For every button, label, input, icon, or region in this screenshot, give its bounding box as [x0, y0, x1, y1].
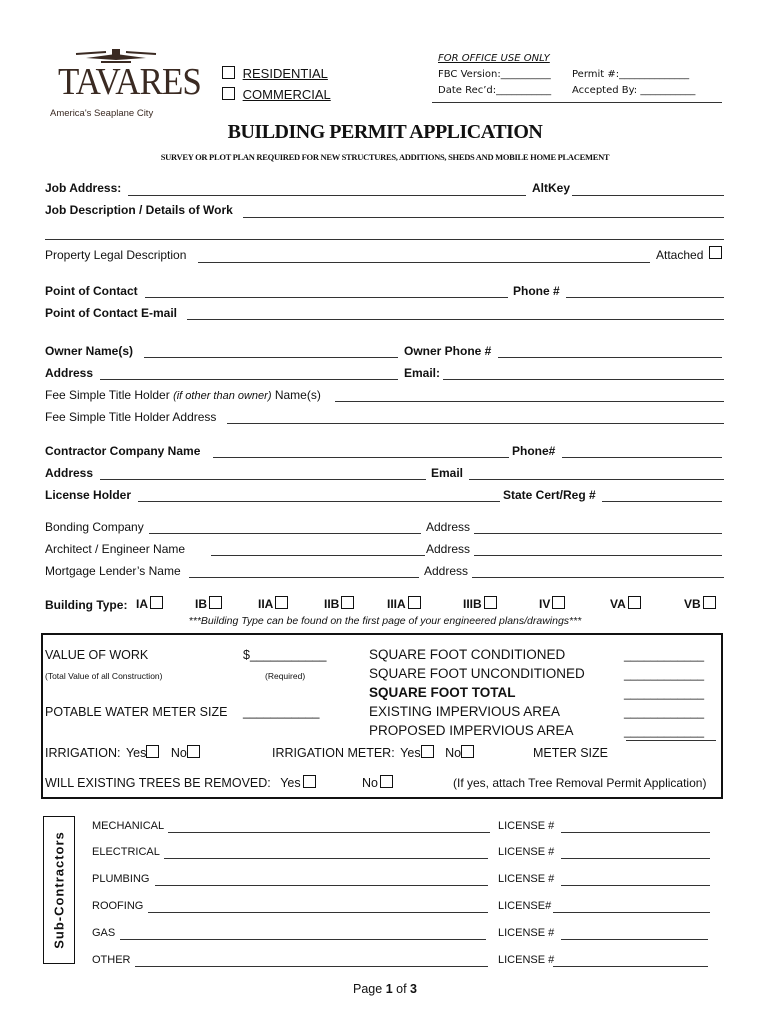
- trees-yes-checkbox[interactable]: [303, 775, 316, 788]
- accepted-by-field[interactable]: Accepted By: ___________: [572, 85, 696, 96]
- building-type-iv[interactable]: IV: [539, 596, 565, 611]
- logo-tagline: America's Seaplane City: [50, 108, 154, 119]
- contractor-address-input[interactable]: [100, 479, 426, 480]
- ia-checkbox[interactable]: [150, 596, 163, 609]
- subcontractor-trade-plumbing: PLUMBING: [92, 873, 150, 885]
- total-value-note: (Total Value of all Construction): [45, 671, 163, 681]
- gas-license-label: LICENSE #: [498, 927, 555, 939]
- sq-unconditioned-input[interactable]: ____________: [624, 667, 705, 681]
- contractor-phone-input[interactable]: [562, 457, 722, 458]
- subcontractor-trade-gas: GAS: [92, 927, 116, 939]
- value-of-work-input[interactable]: $___________: [243, 648, 327, 662]
- mechanical-input[interactable]: [168, 832, 490, 833]
- residential-checkbox[interactable]: [222, 66, 235, 79]
- office-use-title: FOR OFFICE USE ONLY: [438, 53, 550, 64]
- owner-phone-label: Owner Phone #: [404, 344, 492, 358]
- sq-conditioned-label: SQUARE FOOT CONDITIONED: [369, 647, 566, 662]
- irrigation-meter-no-checkbox[interactable]: [461, 745, 474, 758]
- iia-checkbox[interactable]: [275, 596, 288, 609]
- point-of-contact-input[interactable]: [145, 297, 508, 298]
- irrigation-no-checkbox[interactable]: [187, 745, 200, 758]
- building-type-ia[interactable]: IA: [136, 596, 163, 611]
- sq-unconditioned-label: SQUARE FOOT UNCONDITIONED: [369, 666, 585, 681]
- plumbing-license-label: LICENSE #: [498, 873, 555, 885]
- page-title: BUILDING PERMIT APPLICATION: [227, 121, 543, 143]
- building-type-iia[interactable]: IIA: [258, 596, 288, 611]
- trees-no-checkbox[interactable]: [380, 775, 393, 788]
- required-note: (Required): [265, 671, 306, 681]
- bonding-company-label: Bonding Company: [45, 520, 144, 534]
- tree-removal-note: (If yes, attach Tree Removal Permit Application): [453, 776, 707, 790]
- architect-address-label: Address: [426, 542, 471, 556]
- office-use-box: [432, 48, 722, 104]
- trees-no-option[interactable]: No: [362, 775, 393, 790]
- job-address-label: Job Address:: [45, 181, 122, 195]
- electrical-license-input[interactable]: [561, 858, 710, 859]
- attached-label: Attached: [656, 248, 704, 262]
- mechanical-license-label: LICENSE #: [498, 820, 555, 832]
- gas-input[interactable]: [120, 939, 486, 940]
- building-type-iib[interactable]: IIB: [324, 596, 354, 611]
- mortgage-lender-input[interactable]: [189, 577, 419, 578]
- owner-phone-input[interactable]: [498, 357, 722, 358]
- contact-phone-label: Phone #: [513, 284, 560, 298]
- ib-checkbox[interactable]: [209, 596, 222, 609]
- sq-conditioned-input[interactable]: ____________: [624, 648, 705, 662]
- subcontractors-side-label: Sub-Contractors: [51, 831, 67, 949]
- legal-description-label: Property Legal Description: [45, 248, 187, 262]
- license-holder-input[interactable]: [138, 501, 500, 502]
- commercial-label: COMMERCIAL: [242, 87, 331, 102]
- mechanical-license-input[interactable]: [561, 832, 710, 833]
- building-type-vb[interactable]: VB: [684, 596, 716, 611]
- license-holder-label: License Holder: [45, 488, 132, 502]
- contractor-address-label: Address: [45, 466, 94, 480]
- sq-total-input[interactable]: ____________: [624, 686, 705, 700]
- page-number: Page 1 of 3: [353, 982, 417, 996]
- contractor-phone-label: Phone#: [512, 444, 556, 458]
- bonding-company-input[interactable]: [149, 533, 421, 534]
- legal-description-input[interactable]: [198, 262, 650, 263]
- permit-number-field[interactable]: Permit #:______________: [572, 69, 690, 80]
- irrigation-row: IRRIGATION: Yes No: [45, 745, 200, 760]
- contact-phone-input[interactable]: [566, 297, 724, 298]
- fee-holder-input[interactable]: [335, 401, 724, 402]
- other-license-input[interactable]: [553, 966, 708, 967]
- architect-label: Architect / Engineer Name: [45, 542, 186, 556]
- bonding-address-label: Address: [426, 520, 471, 534]
- meter-size-input[interactable]: [626, 740, 716, 741]
- date-received-field[interactable]: Date Rec’d:___________: [438, 85, 552, 96]
- job-address-input[interactable]: [128, 195, 526, 196]
- mortgage-address-input[interactable]: [472, 577, 724, 578]
- contact-email-label: Point of Contact E-mail: [45, 306, 177, 320]
- vb-checkbox[interactable]: [703, 596, 716, 609]
- fee-holder-label: Fee Simple Title Holder (if other than owner) Name(s): [45, 388, 321, 402]
- contractor-email-label: Email: [431, 466, 464, 480]
- sq-total-label: SQUARE FOOT TOTAL: [369, 685, 516, 700]
- contact-email-input[interactable]: [187, 319, 724, 320]
- iiib-checkbox[interactable]: [484, 596, 497, 609]
- attached-checkbox[interactable]: [709, 246, 722, 259]
- contractor-company-label: Contractor Company Name: [45, 444, 201, 458]
- state-cert-input[interactable]: [602, 501, 722, 502]
- existing-impervious-label: EXISTING IMPERVIOUS AREA: [369, 704, 561, 719]
- electrical-license-label: LICENSE #: [498, 846, 555, 858]
- owner-email-input[interactable]: [443, 379, 724, 380]
- logo-wordmark: TAVARES: [58, 61, 201, 103]
- building-type-va[interactable]: VA: [610, 596, 641, 611]
- owner-email-label: Email:: [404, 366, 441, 380]
- residential-option[interactable]: [222, 66, 328, 81]
- architect-input[interactable]: [211, 555, 425, 556]
- mortgage-address-label: Address: [424, 564, 469, 578]
- roofing-input[interactable]: [148, 912, 488, 913]
- page-subtitle: SURVEY OR PLOT PLAN REQUIRED FOR NEW STRUCTURES, ADDITIONS, SHEDS AND MOBILE HOME PLACEMENT: [160, 152, 610, 162]
- commercial-option[interactable]: [222, 87, 331, 102]
- meter-size-label: METER SIZE: [533, 746, 609, 760]
- owner-names-input[interactable]: [144, 357, 398, 358]
- irrigation-meter-yes-checkbox[interactable]: [421, 745, 434, 758]
- other-license-label: LICENSE #: [498, 954, 555, 966]
- building-type-iiib[interactable]: IIIB: [463, 596, 497, 611]
- owner-names-label: Owner Name(s): [45, 344, 134, 358]
- iib-checkbox[interactable]: [341, 596, 354, 609]
- building-type-label: Building Type:: [45, 598, 128, 612]
- fbc-version-field[interactable]: FBC Version:__________: [438, 69, 551, 80]
- subcontractor-trade-mechanical: MECHANICAL: [92, 820, 165, 832]
- value-of-work-label: VALUE OF WORK: [45, 648, 149, 662]
- gas-license-input[interactable]: [561, 939, 708, 940]
- proposed-impervious-input[interactable]: ____________: [624, 724, 705, 738]
- point-of-contact-label: Point of Contact: [45, 284, 138, 298]
- architect-address-input[interactable]: [474, 555, 722, 556]
- va-checkbox[interactable]: [628, 596, 641, 609]
- contractor-email-input[interactable]: [469, 479, 724, 480]
- subcontractor-trade-other: OTHER: [92, 954, 131, 966]
- altkey-label: AltKey: [532, 181, 571, 195]
- building-type-note: ***Building Type can be found on the first page of your engineered plans/drawings***: [188, 615, 582, 627]
- irrigation-yes-checkbox[interactable]: [146, 745, 159, 758]
- altkey-input[interactable]: [572, 195, 724, 196]
- roofing-license-input[interactable]: [553, 912, 710, 913]
- job-description-input[interactable]: [243, 217, 724, 218]
- potable-meter-input[interactable]: ___________: [243, 705, 320, 719]
- trees-row: WILL EXISTING TREES BE REMOVED: Yes: [45, 775, 316, 790]
- job-description-label: Job Description / Details of Work: [45, 203, 233, 217]
- irrigation-meter-row: IRRIGATION METER: Yes No: [272, 745, 474, 760]
- fee-holder-address-input[interactable]: [227, 423, 724, 424]
- electrical-input[interactable]: [164, 858, 488, 859]
- iiia-checkbox[interactable]: [408, 596, 421, 609]
- job-description-input-2[interactable]: [45, 239, 724, 240]
- building-type-iiia[interactable]: IIIA: [387, 596, 421, 611]
- commercial-checkbox[interactable]: [222, 87, 235, 100]
- owner-address-label: Address: [45, 366, 94, 380]
- owner-address-input[interactable]: [100, 379, 398, 380]
- bonding-address-input[interactable]: [474, 533, 722, 534]
- contractor-company-input[interactable]: [213, 457, 509, 458]
- subcontractor-trade-roofing: ROOFING: [92, 900, 144, 912]
- residential-label: RESIDENTIAL: [242, 66, 328, 81]
- potable-meter-label: POTABLE WATER METER SIZE: [45, 705, 228, 719]
- fee-holder-address-label: Fee Simple Title Holder Address: [45, 410, 217, 424]
- mortgage-lender-label: Mortgage Lender’s Name: [45, 564, 181, 578]
- plumbing-license-input[interactable]: [561, 885, 710, 886]
- existing-impervious-input[interactable]: ____________: [624, 705, 705, 719]
- other-input[interactable]: [135, 966, 488, 967]
- roofing-license-label: LICENSE#: [498, 900, 552, 912]
- subcontractor-trade-electrical: ELECTRICAL: [92, 846, 160, 858]
- logo: [46, 46, 201, 122]
- building-type-ib[interactable]: IB: [195, 596, 222, 611]
- proposed-impervious-label: PROPOSED IMPERVIOUS AREA: [369, 723, 574, 738]
- state-cert-label: State Cert/Reg #: [503, 488, 596, 502]
- plumbing-input[interactable]: [155, 885, 488, 886]
- iv-checkbox[interactable]: [552, 596, 565, 609]
